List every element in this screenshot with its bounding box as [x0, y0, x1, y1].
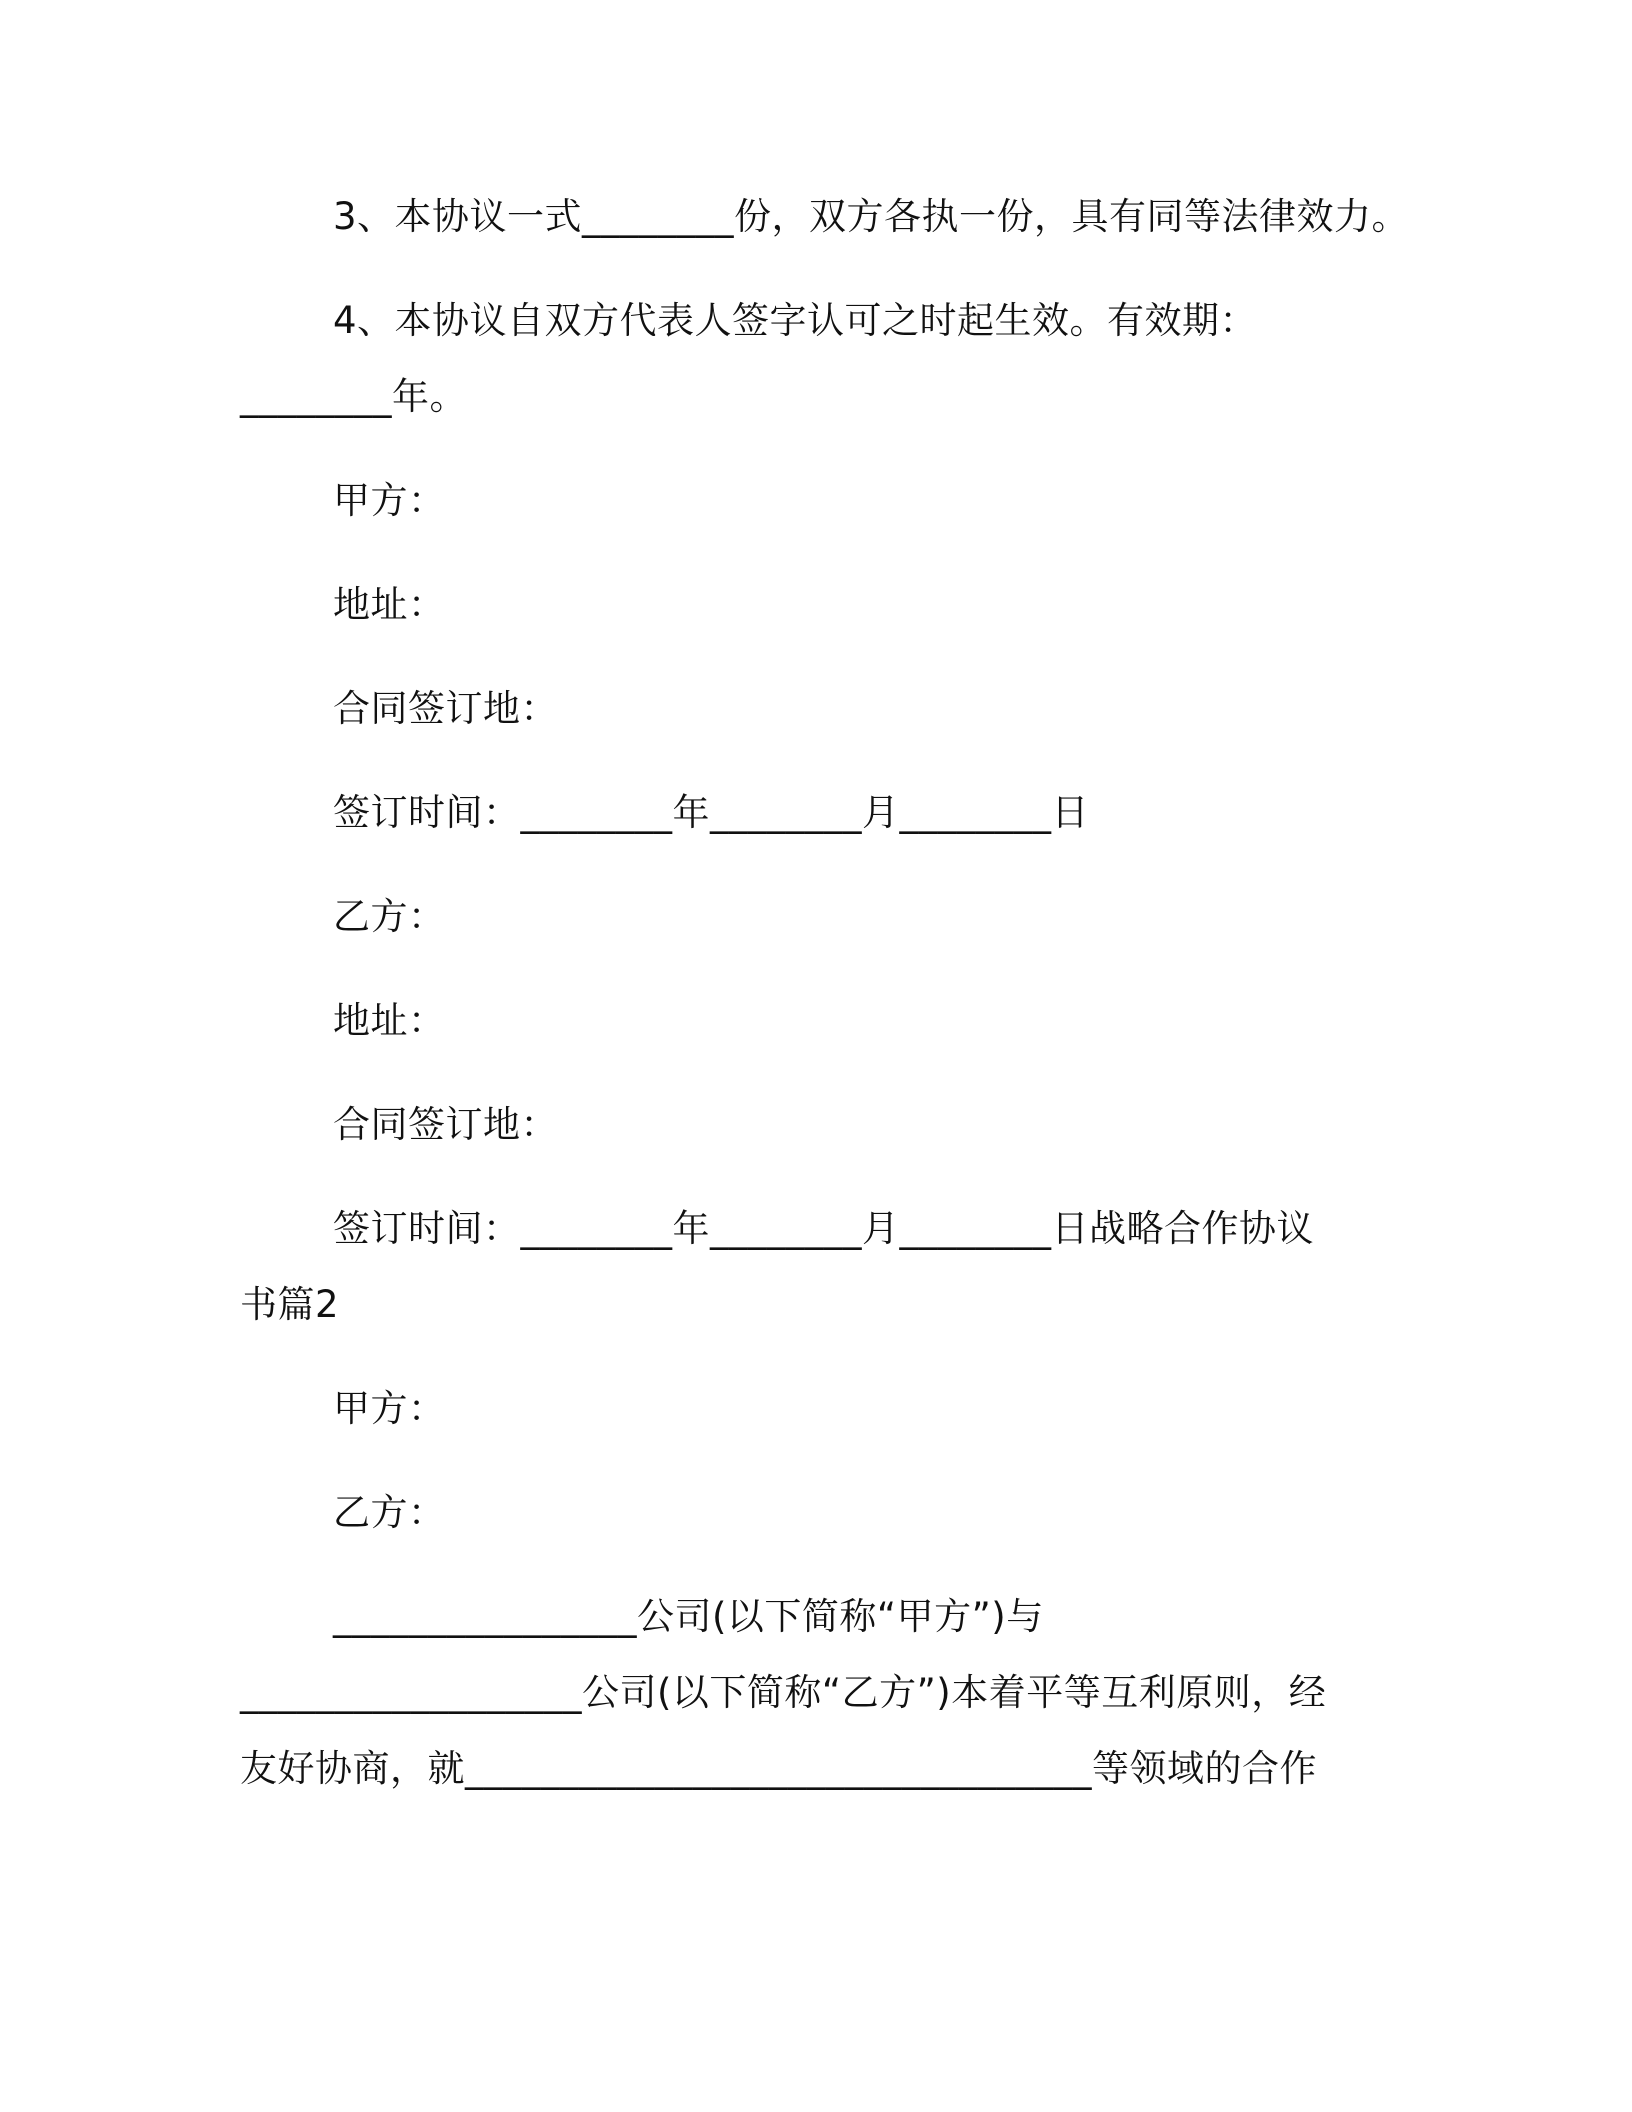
- section-title-continuation: 书篇2: [240, 1283, 340, 1326]
- clause-3-copies: 3、本协议一式________份，双方各执一份，具有同等法律效力。: [333, 195, 1410, 238]
- party-b-label: 乙方：: [333, 895, 446, 938]
- party-b-signing-place: 合同签订地：: [333, 1103, 558, 1146]
- clause-4-effective: 4、本协议自双方代表人签字认可之时起生效。有效期：: [333, 299, 1258, 342]
- party-a-address: 地址：: [333, 583, 446, 626]
- body-paragraph-line-2: __________________公司(以下简称“乙方”)本着平等互利原则，经: [240, 1671, 1327, 1714]
- party-a-signing-place: 合同签订地：: [333, 687, 558, 730]
- party-a-signing-date: 签订时间：________年________月________日: [333, 791, 1089, 834]
- section2-party-b-label: 乙方：: [333, 1491, 446, 1534]
- party-b-address: 地址：: [333, 999, 446, 1042]
- clause-4-validity-years: ________年。: [240, 375, 467, 418]
- party-b-signing-date: 签订时间：________年________月________日战略合作协议: [333, 1207, 1314, 1250]
- body-paragraph-line-3: 友好协商，就_________________________________等领域的合作: [240, 1747, 1317, 1790]
- party-a-label: 甲方：: [333, 479, 446, 522]
- section2-party-a-label: 甲方：: [333, 1387, 446, 1430]
- body-paragraph-line-1: ________________公司(以下简称“甲方”)与: [333, 1595, 1044, 1638]
